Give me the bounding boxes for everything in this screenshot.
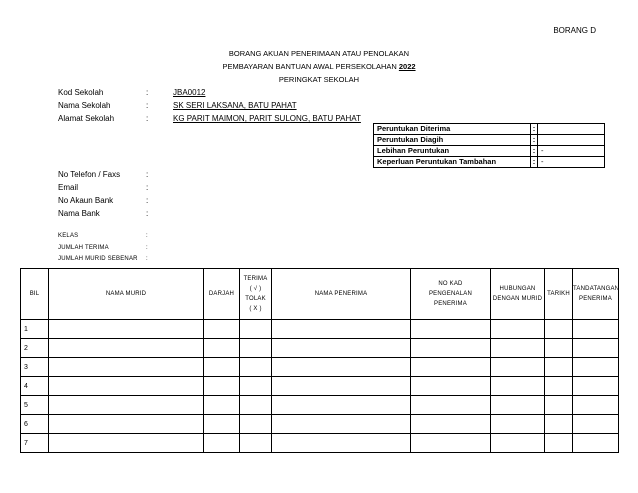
cell-hubungan[interactable] (491, 320, 545, 339)
peruntukan-value[interactable] (538, 135, 605, 146)
colon: : (146, 170, 149, 179)
cell-tarikh[interactable] (545, 434, 573, 453)
form-title-line-2-text: PEMBAYARAN BANTUAN AWAL PERSEKOLAHAN (222, 62, 399, 71)
form-title-line-1: BORANG AKUAN PENERIMAAN ATAU PENOLAKAN (228, 49, 410, 58)
colon: : (146, 245, 148, 251)
cell-nama-penerima[interactable] (272, 434, 411, 453)
cell-terima-tolak[interactable] (240, 415, 272, 434)
cell-hubungan[interactable] (491, 377, 545, 396)
peruntukan-value[interactable] (538, 124, 605, 135)
table-row (21, 358, 619, 377)
cell-tandatangan[interactable] (573, 434, 619, 453)
nama-sekolah-label: Nama Sekolah (58, 101, 111, 110)
cell-no-kad[interactable] (411, 415, 491, 434)
cell-terima-tolak[interactable] (240, 377, 272, 396)
cell-nama-murid[interactable] (49, 396, 204, 415)
colon: : (146, 196, 149, 205)
cell-bil: 3 (21, 358, 49, 377)
jumlah-murid-label: JUMLAH MURID SEBENAR (58, 256, 138, 262)
email-label: Email (58, 183, 79, 192)
cell-nama-penerima[interactable] (272, 396, 411, 415)
form-title-line-3: PERINGKAT SEKOLAH (278, 75, 360, 84)
header-nama-penerima: NAMA PENERIMA (272, 269, 411, 320)
colon: : (531, 135, 538, 146)
cell-tandatangan[interactable] (573, 377, 619, 396)
cell-hubungan[interactable] (491, 415, 545, 434)
form-year: 2022 (398, 62, 416, 71)
cell-nama-murid[interactable] (49, 434, 204, 453)
table-row (21, 320, 619, 339)
cell-darjah[interactable] (204, 396, 240, 415)
table-row (21, 377, 619, 396)
cell-terima-tolak[interactable] (240, 434, 272, 453)
cell-nama-murid[interactable] (49, 320, 204, 339)
peruntukan-value[interactable]: - (538, 146, 605, 157)
cell-terima-tolak[interactable] (240, 320, 272, 339)
table-row (21, 339, 619, 358)
cell-bil: 5 (21, 396, 49, 415)
colon: : (146, 114, 149, 123)
nama-sekolah-value: SK SERI LAKSANA, BATU PAHAT (173, 101, 297, 110)
header-terima: TERIMA (243, 276, 268, 282)
peruntukan-row (374, 157, 605, 168)
cell-nama-murid[interactable] (49, 339, 204, 358)
telefon-label: No Telefon / Faxs (58, 170, 121, 179)
header-tarikh: TARIKH (545, 269, 573, 320)
colon: : (531, 124, 538, 135)
table-body (21, 320, 619, 453)
cell-tandatangan[interactable] (573, 339, 619, 358)
cell-tarikh[interactable] (545, 377, 573, 396)
colon: : (146, 183, 149, 192)
header-no-kad-line: NO KAD (438, 281, 463, 287)
cell-tarikh[interactable] (545, 358, 573, 377)
cell-tarikh[interactable] (545, 339, 573, 358)
peruntukan-label: Keperluan Peruntukan Tambahan (374, 157, 531, 168)
header-tolak: TOLAK (245, 296, 266, 302)
table-row (21, 434, 619, 453)
cell-nama-murid[interactable] (49, 358, 204, 377)
colon: : (146, 209, 149, 218)
cell-nama-penerima[interactable] (272, 415, 411, 434)
colon: : (146, 101, 149, 110)
peruntukan-table (373, 123, 605, 168)
cell-bil: 2 (21, 339, 49, 358)
alamat-sekolah-label: Alamat Sekolah (58, 114, 115, 123)
header-darjah: DARJAH (204, 269, 240, 320)
cell-darjah[interactable] (204, 415, 240, 434)
cell-darjah[interactable] (204, 377, 240, 396)
cell-darjah[interactable] (204, 320, 240, 339)
cell-nama-penerima[interactable] (272, 320, 411, 339)
cell-nama-murid[interactable] (49, 377, 204, 396)
cell-tarikh[interactable] (545, 415, 573, 434)
cell-bil: 6 (21, 415, 49, 434)
cell-no-kad[interactable] (411, 377, 491, 396)
alamat-sekolah-value: KG PARIT MAIMON, PARIT SULONG, BATU PAHAT (173, 114, 361, 123)
form-code: BORANG D (553, 26, 596, 35)
cell-tandatangan[interactable] (573, 396, 619, 415)
cell-tarikh[interactable] (545, 320, 573, 339)
peruntukan-label: Peruntukan Diagih (374, 135, 531, 146)
kod-sekolah-label: Kod Sekolah (58, 88, 104, 97)
table-row (21, 415, 619, 434)
header-no-kad (411, 269, 491, 320)
peruntukan-row (374, 135, 605, 146)
header-cross: ( X ) (249, 306, 262, 312)
header-hubungan (491, 269, 545, 320)
colon: : (146, 256, 148, 262)
header-no-kad-line: PENGENALAN (428, 291, 472, 297)
cell-terima-tolak[interactable] (240, 396, 272, 415)
peruntukan-row (374, 146, 605, 157)
cell-darjah[interactable] (204, 358, 240, 377)
kod-sekolah-value: JBA0012 (173, 88, 206, 97)
cell-tandatangan[interactable] (573, 320, 619, 339)
cell-nama-penerima[interactable] (272, 377, 411, 396)
cell-hubungan[interactable] (491, 396, 545, 415)
cell-nama-penerima[interactable] (272, 339, 411, 358)
header-hubungan-line: HUBUNGAN (499, 286, 536, 292)
cell-no-kad[interactable] (411, 358, 491, 377)
table-header-row (21, 269, 619, 320)
murid-table (20, 268, 619, 453)
form-title-line-2 (0, 62, 638, 71)
cell-no-kad[interactable] (411, 339, 491, 358)
cell-terima-tolak[interactable] (240, 339, 272, 358)
cell-hubungan[interactable] (491, 339, 545, 358)
cell-hubungan[interactable] (491, 434, 545, 453)
header-hubungan-line: DENGAN MURID (492, 296, 543, 302)
colon: : (146, 233, 148, 239)
peruntukan-row (374, 124, 605, 135)
cell-bil: 7 (21, 434, 49, 453)
peruntukan-label: Lebihan Peruntukan (374, 146, 531, 157)
header-nama-murid: NAMA MURID (49, 269, 204, 320)
kelas-label: KELAS (58, 233, 79, 239)
cell-tandatangan[interactable] (573, 358, 619, 377)
cell-bil: 4 (21, 377, 49, 396)
nama-bank-label: Nama Bank (58, 209, 100, 218)
cell-darjah[interactable] (204, 434, 240, 453)
peruntukan-value[interactable]: - (538, 157, 605, 168)
cell-no-kad[interactable] (411, 396, 491, 415)
header-terima-tolak (240, 269, 272, 320)
cell-no-kad[interactable] (411, 434, 491, 453)
header-tick: ( √ ) (249, 286, 262, 292)
header-tandatangan-line: PENERIMA (579, 296, 612, 302)
cell-nama-penerima[interactable] (272, 358, 411, 377)
cell-tarikh[interactable] (545, 396, 573, 415)
cell-no-kad[interactable] (411, 320, 491, 339)
header-bil: BIL (21, 269, 49, 320)
peruntukan-label: Peruntukan Diterima (374, 124, 531, 135)
cell-nama-murid[interactable] (49, 415, 204, 434)
colon: : (531, 157, 538, 168)
akaun-bank-label: No Akaun Bank (58, 196, 114, 205)
cell-terima-tolak[interactable] (240, 358, 272, 377)
header-tandatangan (573, 269, 619, 320)
colon: : (531, 146, 538, 157)
cell-tandatangan[interactable] (573, 415, 619, 434)
cell-hubungan[interactable] (491, 358, 545, 377)
jumlah-terima-label: JUMLAH TERIMA (58, 245, 109, 251)
colon: : (146, 88, 149, 97)
header-no-kad-line: PENERIMA (434, 301, 467, 307)
table-row (21, 396, 619, 415)
cell-darjah[interactable] (204, 339, 240, 358)
header-tandatangan-line: TANDATANGAN (573, 286, 620, 292)
cell-bil: 1 (21, 320, 49, 339)
